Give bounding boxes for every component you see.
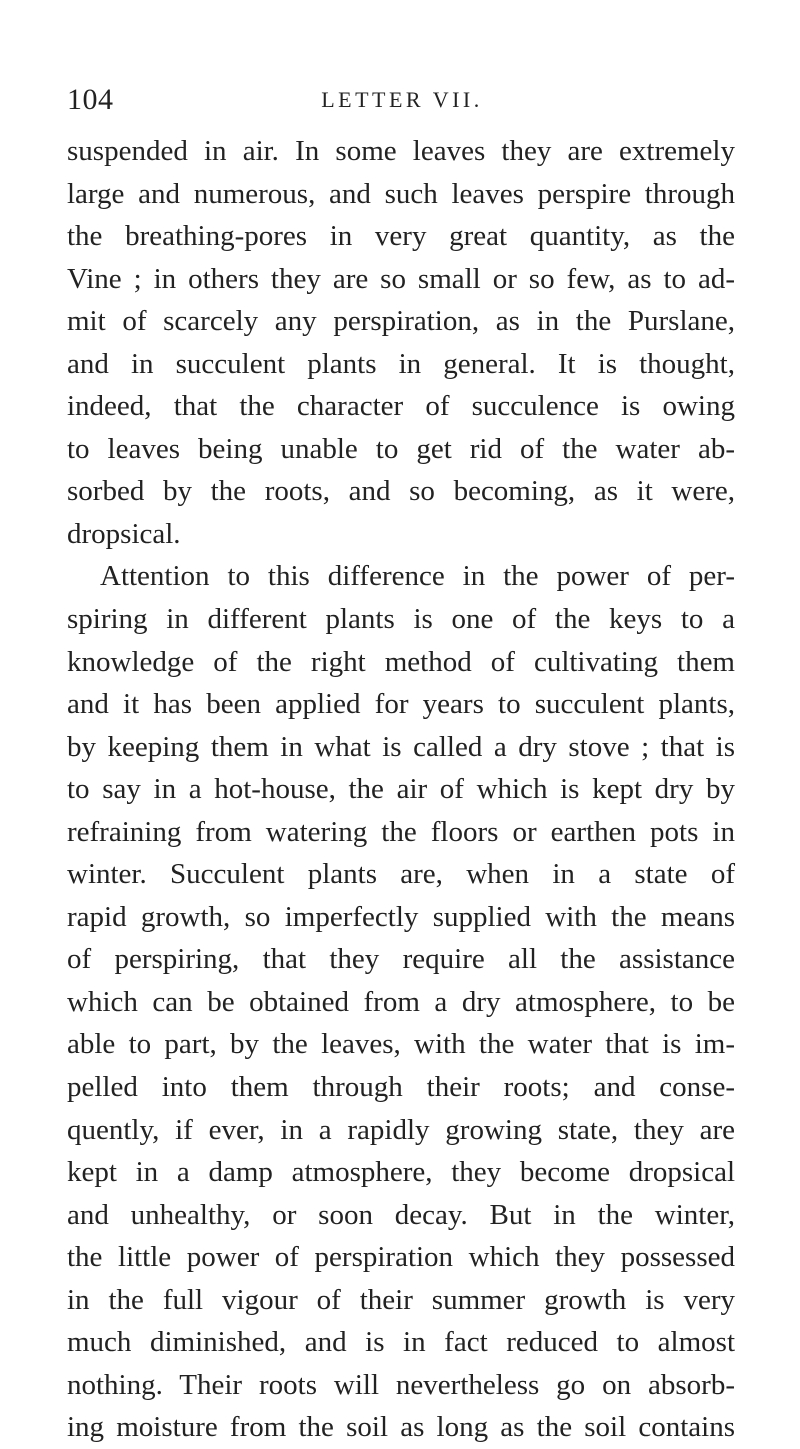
text-line: of perspiring, that they require all the assistance: [67, 943, 735, 976]
text-line: much diminished, and is in fact reduced to almost: [67, 1326, 735, 1359]
text-line: suspended in air. In some leaves they are extremely: [67, 135, 735, 167]
running-head: [67, 82, 737, 118]
paragraph-2: [67, 555, 735, 1448]
text-line: Attention to this difference in the power of per-: [100, 560, 735, 593]
text-line: winter. Succulent plants are, when in a state of: [67, 858, 735, 891]
paragraph-1: [67, 130, 735, 555]
text-line: dropsical.: [67, 517, 181, 550]
text-line: rapid growth, so imperfectly supplied with the means: [67, 900, 735, 933]
text-line: to say in a hot-house, the air of which is kept dry by: [67, 773, 735, 806]
text-line: in the full vigour of their summer growth is very: [67, 1283, 735, 1316]
text-line: quently, if ever, in a rapidly growing state, they are: [67, 1113, 735, 1146]
chapter-heading: LETTER VII.: [321, 87, 483, 112]
text-line: the little power of perspiration which they possessed: [67, 1241, 735, 1274]
text-line: ing moisture from the soil as long as the soil contains: [67, 1411, 735, 1444]
text-line: refraining from watering the floors or earthen pots in: [67, 815, 735, 848]
text-line: spiring in different plants is one of the keys to a: [67, 603, 735, 636]
text-line: indeed, that the character of succulence is owing: [67, 390, 735, 423]
text-line: kept in a damp atmosphere, they become dropsical: [67, 1156, 735, 1189]
body-text: [67, 130, 735, 1449]
text-line: to leaves being unable to get rid of the water ab-: [67, 432, 735, 465]
text-line: large and numerous, and such leaves perspire through: [67, 177, 735, 210]
text-line: Vine ; in others they are so small or so few, as to ad-: [67, 262, 735, 295]
text-line: the breathing-pores in very great quantity, as the: [67, 220, 735, 253]
text-line: pelled into them through their roots; and conse-: [67, 1071, 735, 1104]
text-line: which can be obtained from a dry atmosphere, to be: [67, 985, 735, 1018]
text-line: and it has been applied for years to succulent plants,: [67, 688, 735, 721]
text-line: knowledge of the right method of cultivating them: [67, 645, 735, 678]
text-line: mit of scarcely any perspiration, as in the Purslane,: [67, 305, 735, 338]
text-line: by keeping them in what is called a dry stove ; that is: [67, 730, 735, 763]
page-number: 104: [67, 83, 114, 116]
text-line: and unhealthy, or soon decay. But in the winter,: [67, 1198, 735, 1231]
text-line: and in succulent plants in general. It is thought,: [67, 347, 735, 380]
text-line: able to part, by the leaves, with the water that is im-: [67, 1028, 735, 1061]
text-line: sorbed by the roots, and so becoming, as it were,: [67, 475, 735, 508]
text-line: nothing. Their roots will nevertheless go on absorb-: [67, 1368, 735, 1401]
